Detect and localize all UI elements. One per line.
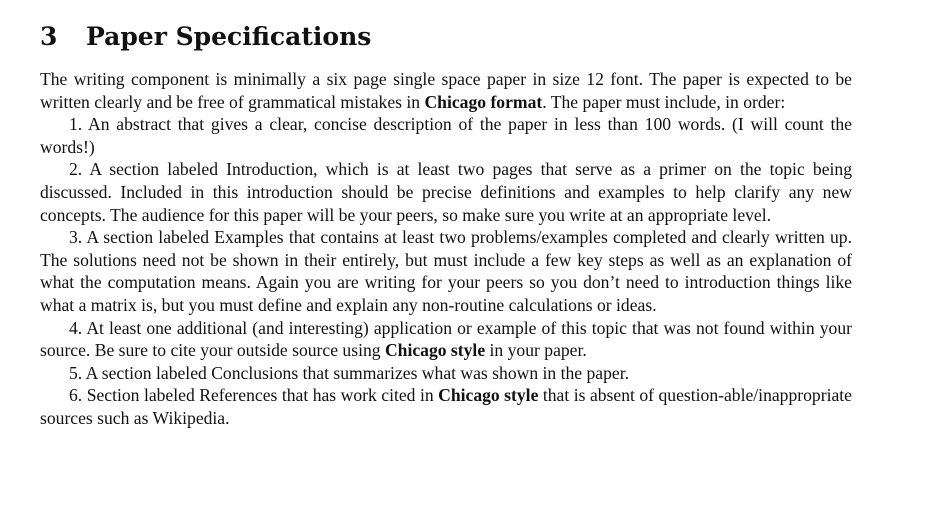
list-item-text: A section labeled Conclusions that summarizes what was shown in the paper. [85, 362, 629, 383]
list-item-text: At least one additional (and interesting) application or example of this topic that was not found within your source. Be sure to cite your outside source using [40, 317, 852, 361]
document-page [40, 20, 852, 430]
list-item-6 [40, 384, 852, 429]
list-item-text: Section labeled References that has work cited in [86, 385, 439, 406]
chicago-style-emphasis: Chicago style [438, 385, 539, 406]
list-item-5 [40, 362, 852, 385]
list-item-text: A section labeled Introduction, which is at least two pages that serve as a primer on the topic being discussed. Included in this introduction should be precise definitions and examples to help clarify any new concepts. The audience for this paper will be your peers, so make sure you write at an appropriate level. [40, 159, 852, 225]
list-item-number: 6. [69, 385, 83, 406]
chicago-format-emphasis: Chicago format [424, 91, 543, 112]
intro-text-start: The writing component is minimally a six page single space paper in size 12 font. The paper is expected to be written clearly and be free of grammatical mistakes in [40, 69, 852, 112]
list-item-text-end: that is absent of question-able/inappropriate sources such as Wikipedia. [40, 385, 852, 428]
list-item-number: 1. [69, 114, 83, 135]
list-item-3 [40, 226, 852, 316]
intro-text-end: . The paper must include, in order: [542, 91, 786, 112]
list-item-number: 3. [69, 227, 83, 248]
list-item-text: An abstract that gives a clear, concise description of the paper in less than 100 words. (I will count the words!) [40, 114, 852, 157]
list-item-4 [40, 317, 852, 362]
list-item-number: 4. [69, 317, 83, 338]
chicago-style-emphasis: Chicago style [384, 340, 486, 361]
section-heading [40, 20, 852, 54]
list-item-number: 2. [69, 159, 83, 180]
list-item-text: A section labeled Examples that contains at least two problems/examples completed and clearly written up. The solutions need not be shown in their entirely, but must include a few key steps as well as an explanation of what the computation means. Again you are writing for your peers so you don’t need to introduction things like what a matrix is, but you must define and explain any non-routine calculations or ideas. [40, 227, 852, 315]
list-item-2 [40, 158, 852, 226]
intro-paragraph [40, 68, 852, 113]
list-item-number: 5. [69, 362, 83, 383]
section-number: 3 [40, 22, 58, 51]
list-item-1 [40, 113, 852, 158]
section-title: Paper Specifications [86, 22, 372, 51]
list-item-text-end: in your paper. [485, 340, 587, 361]
